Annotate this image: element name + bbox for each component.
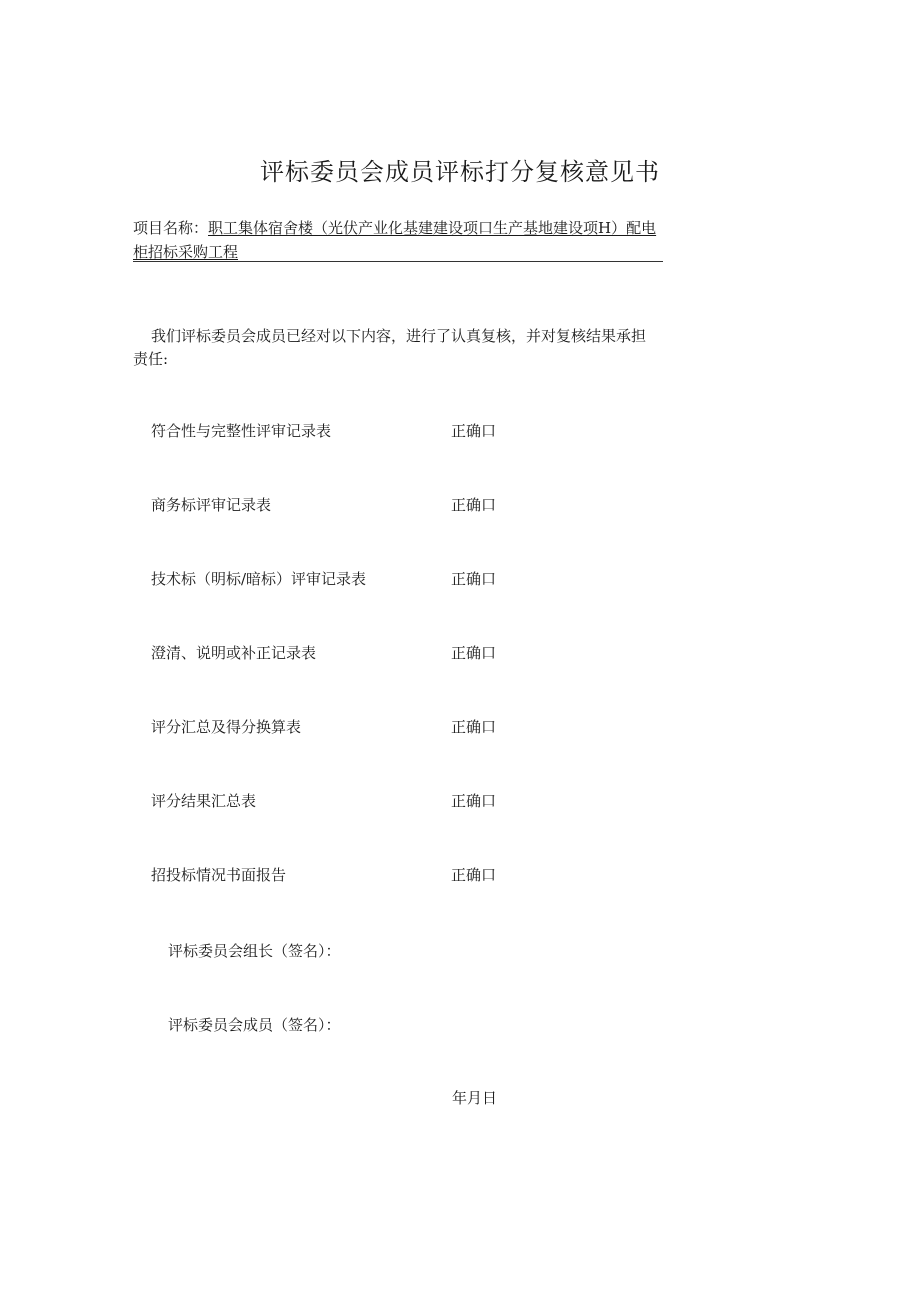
review-item-status: 正确口: [451, 718, 497, 736]
review-item-label: 招投标情况书面报告: [151, 866, 287, 884]
review-item-status: 正确口: [451, 496, 497, 514]
review-item: [151, 790, 651, 864]
review-item: [151, 568, 651, 642]
review-item-label: 澄清、说明或补正记录表: [151, 644, 317, 662]
review-item: [151, 716, 651, 790]
review-item: [151, 864, 651, 938]
review-item-status: 正确口: [451, 644, 497, 662]
review-item: [151, 494, 651, 568]
date-line: 年月日: [452, 1089, 498, 1107]
review-item-label: 评分汇总及得分换算表: [151, 718, 302, 736]
review-item: [151, 420, 651, 494]
review-item: [151, 642, 651, 716]
review-item-status: 正确口: [451, 422, 497, 440]
project-name: [133, 216, 663, 264]
review-items-list: [151, 420, 651, 938]
review-item-status: 正确口: [451, 792, 497, 810]
review-item-status: 正确口: [451, 866, 497, 884]
review-item-label: 符合性与完整性评审记录表: [151, 422, 332, 440]
project-underline: [133, 261, 663, 262]
review-item-status: 正确口: [451, 570, 497, 588]
member-signature-line: 评标委员会成员（签名）：: [168, 1016, 341, 1034]
leader-signature-line: 评标委员会组长（签名）：: [168, 942, 341, 960]
review-statement: 我们评标委员会成员已经对以下内容，进行了认真复核，并对复核结果承担责任:: [133, 327, 647, 368]
review-item-label: 技术标（明标/暗标）评审记录表: [151, 570, 367, 588]
project-name-value: 职工集体宿舍楼（光伏产业化基建建设项口生产基地建设项H）配电柜招标采购工程: [133, 219, 657, 261]
review-item-label: 商务标评审记录表: [151, 496, 272, 514]
document-title: 评标委员会成员评标打分复核意见书: [260, 158, 660, 186]
review-item-label: 评分结果汇总表: [151, 792, 257, 810]
project-name-label: 项目名称：: [133, 219, 209, 237]
